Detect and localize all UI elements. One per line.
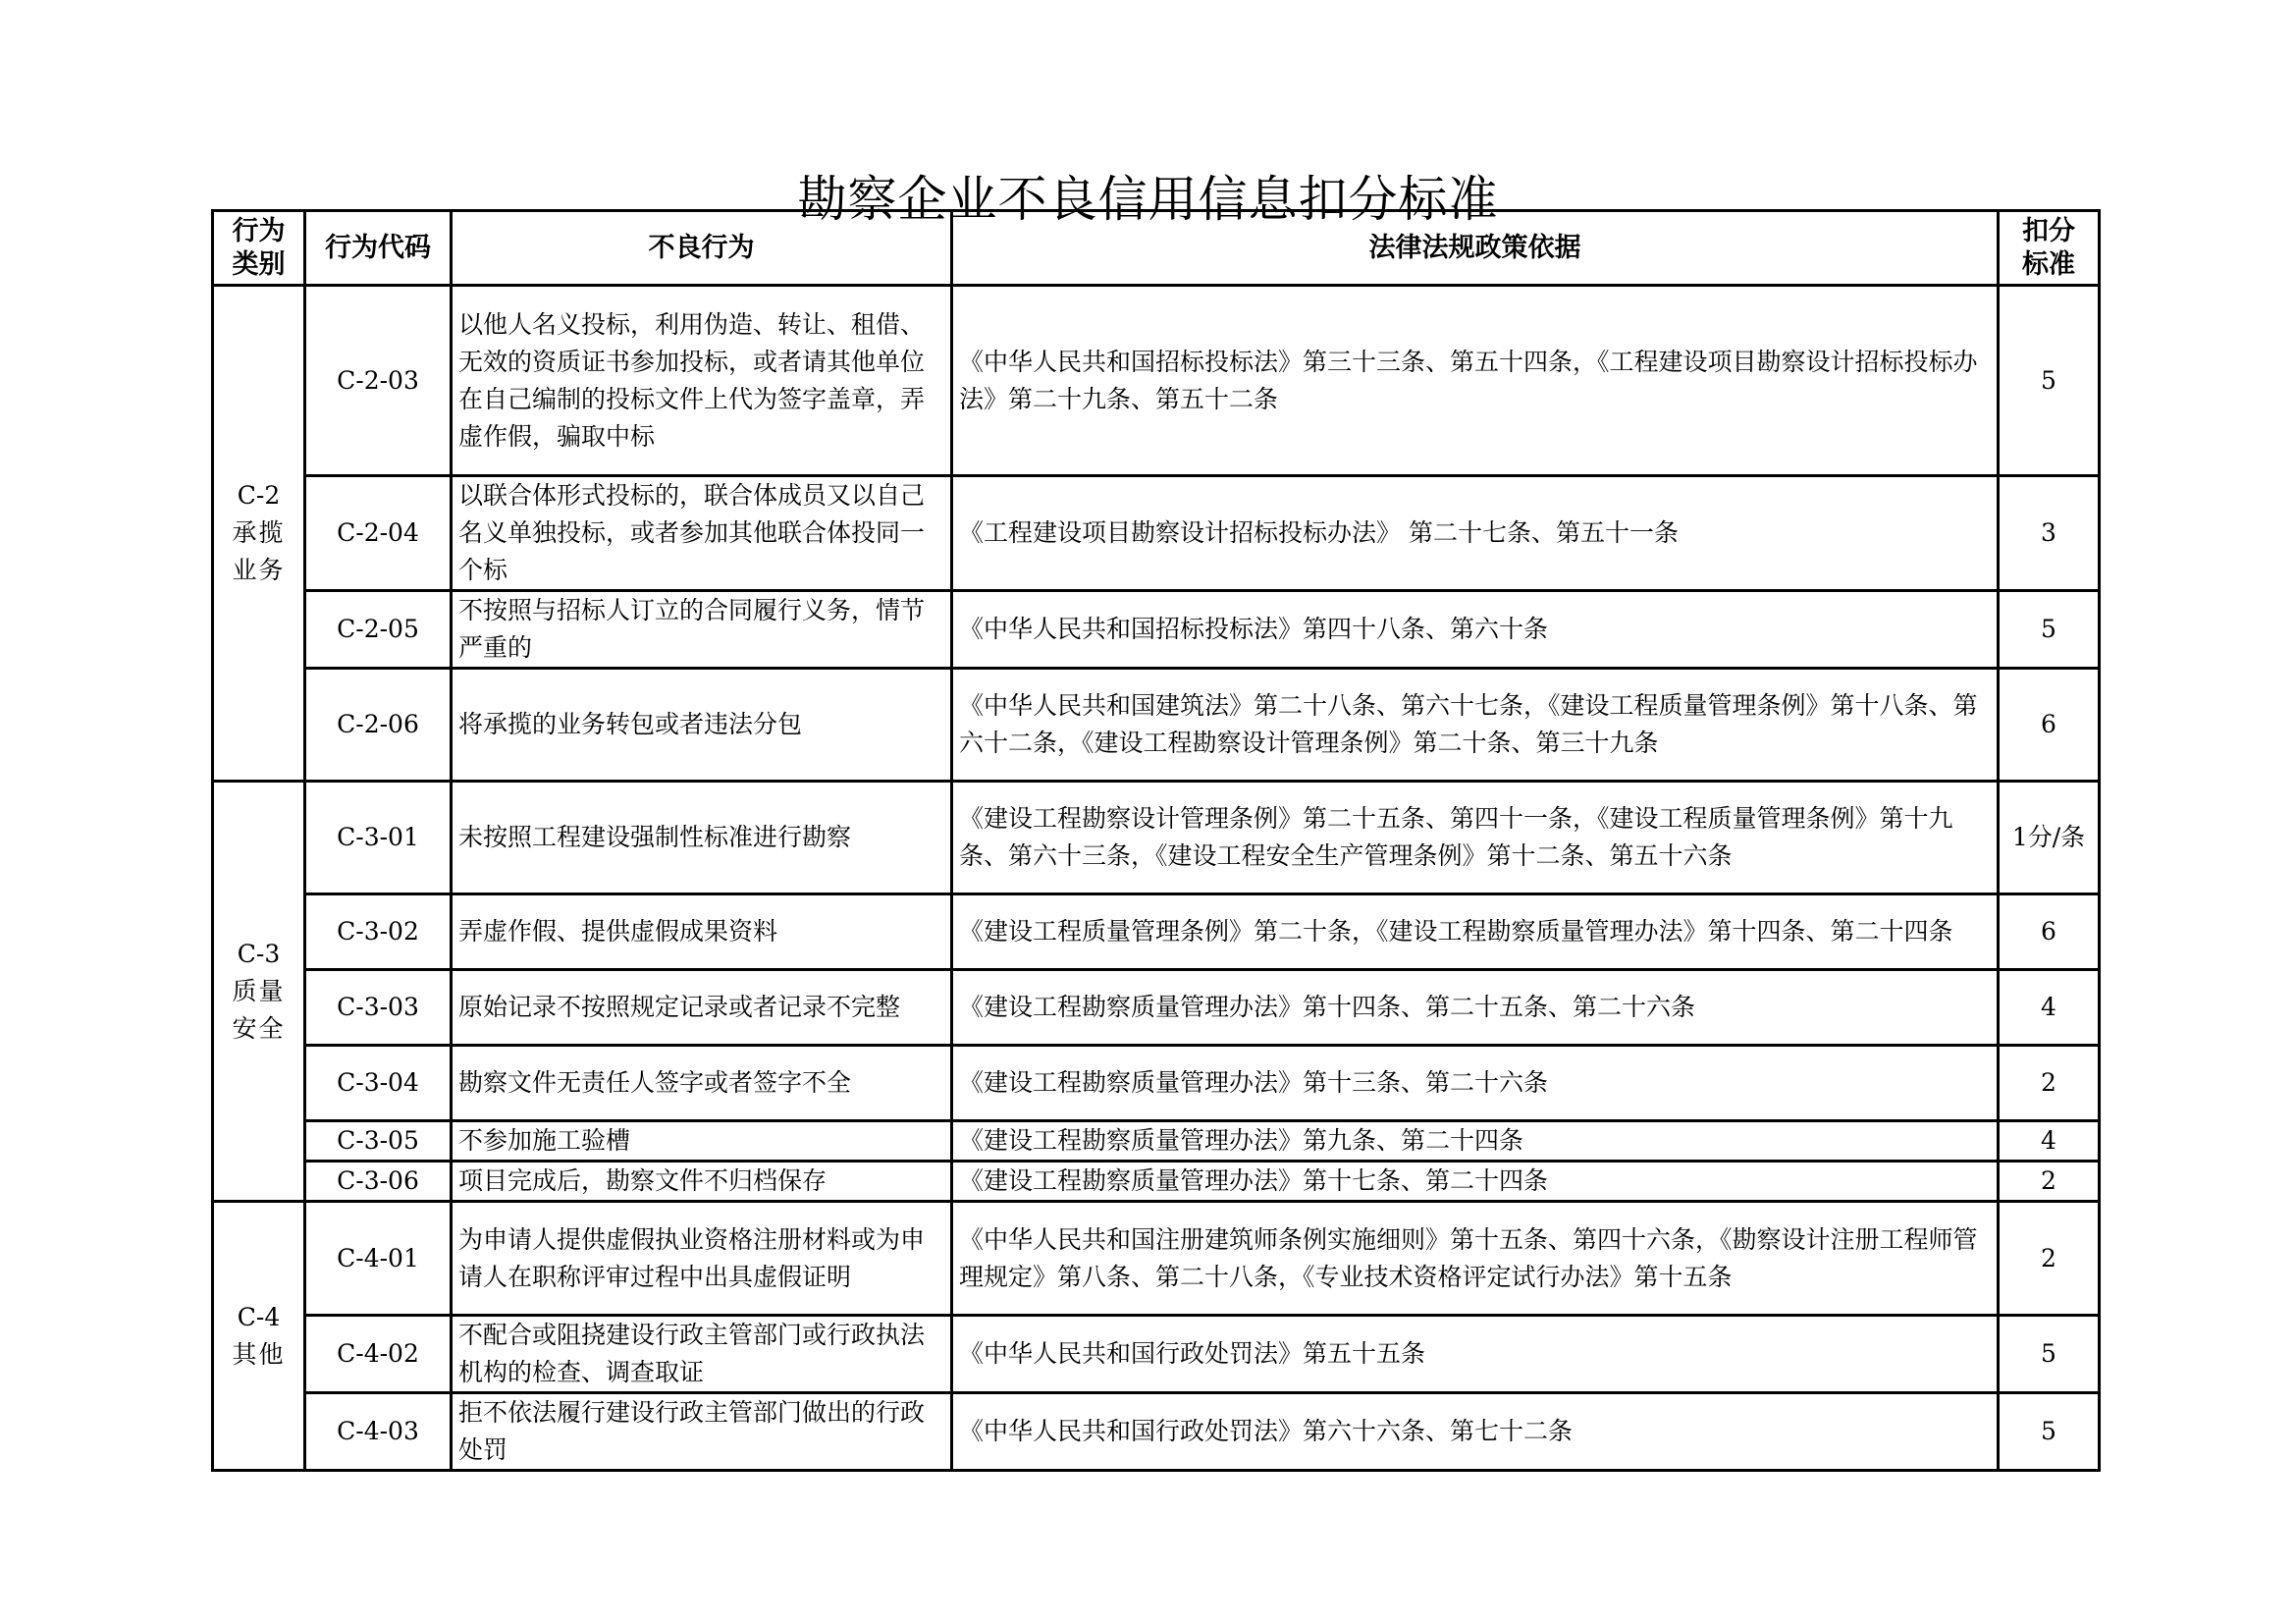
header-score-line2: 标准: [2022, 248, 2075, 280]
behavior-description: 不配合或阻挠建设行政主管部门或行政执法机构的检查、调查取证: [452, 1316, 952, 1393]
behavior-description: 为申请人提供虚假执业资格注册材料或为申请人在职称评审过程中出具虚假证明: [452, 1202, 952, 1316]
category-name-line1: 其他: [232, 1339, 286, 1369]
legal-basis: 《中华人民共和国行政处罚法》第六十六条、第七十二条: [952, 1393, 1999, 1471]
legal-basis: 《中华人民共和国建筑法》第二十八条、第六十七条，《建设工程质量管理条例》第十八条、第六十二条，《建设工程勘察设计管理条例》第二十条、第三十九条: [952, 669, 1999, 782]
table-row: [213, 1316, 2100, 1393]
legal-basis: 《建设工程勘察质量管理办法》第九条、第二十四条: [952, 1121, 1999, 1162]
header-category-line1: 行为: [232, 215, 286, 246]
deduction-score: 3: [1999, 476, 2100, 591]
category-code: C-4: [237, 1302, 281, 1331]
table-row: [213, 1121, 2100, 1162]
behavior-code: C-3-01: [305, 782, 452, 894]
behavior-code: C-4-01: [305, 1202, 452, 1316]
deduction-score: 6: [1999, 894, 2100, 970]
table-row: [213, 1202, 2100, 1316]
legal-basis: 《中华人民共和国招标投标法》第三十三条、第五十四条，《工程建设项目勘察设计招标投标办法》第二十九条、第五十二条: [952, 286, 1999, 476]
deduction-score: 1分/条: [1999, 782, 2100, 894]
behavior-code: C-2-05: [305, 591, 452, 669]
header-code: 行为代码: [305, 211, 452, 286]
category-name-line1: 质量: [232, 976, 286, 1005]
deduction-score: 2: [1999, 1046, 2100, 1121]
deduction-score: 5: [1999, 591, 2100, 669]
legal-basis: 《建设工程勘察质量管理办法》第十三条、第二十六条: [952, 1046, 1999, 1121]
behavior-code: C-3-04: [305, 1046, 452, 1121]
behavior-code: C-3-06: [305, 1162, 452, 1202]
behavior-description: 未按照工程建设强制性标准进行勘察: [452, 782, 952, 894]
behavior-code: C-3-02: [305, 894, 452, 970]
table-row: [213, 1393, 2100, 1471]
table-row: [213, 970, 2100, 1046]
behavior-code: C-4-03: [305, 1393, 452, 1471]
header-legal-basis: 法律法规政策依据: [952, 211, 1999, 286]
behavior-description: 以联合体形式投标的，联合体成员又以自己名义单独投标，或者参加其他联合体投同一个标: [452, 476, 952, 591]
legal-basis: 《建设工程勘察质量管理办法》第十七条、第二十四条: [952, 1162, 1999, 1202]
category-name-line2: 安全: [232, 1013, 286, 1043]
behavior-code: C-4-02: [305, 1316, 452, 1393]
behavior-code: C-2-04: [305, 476, 452, 591]
behavior-description: 勘察文件无责任人签字或者签字不全: [452, 1046, 952, 1121]
legal-basis: 《中华人民共和国注册建筑师条例实施细则》第十五条、第四十六条，《勘察设计注册工程师管理规定》第八条、第二十八条，《专业技术资格评定试行办法》第十五条: [952, 1202, 1999, 1316]
behavior-description: 项目完成后，勘察文件不归档保存: [452, 1162, 952, 1202]
deduction-score: 5: [1999, 1393, 2100, 1471]
deduction-score: 6: [1999, 669, 2100, 782]
deduction-score: 4: [1999, 970, 2100, 1046]
legal-basis: 《建设工程勘察质量管理办法》第十四条、第二十五条、第二十六条: [952, 970, 1999, 1046]
category-code: C-2: [237, 481, 281, 510]
legal-basis: 《工程建设项目勘察设计招标投标办法》 第二十七条、第五十一条: [952, 476, 1999, 591]
behavior-code: C-2-06: [305, 669, 452, 782]
category-name-line2: 业务: [232, 556, 286, 584]
behavior-code: C-2-03: [305, 286, 452, 476]
behavior-description: 原始记录不按照规定记录或者记录不完整: [452, 970, 952, 1046]
header-behavior: 不良行为: [452, 211, 952, 286]
category-cell-c2: [213, 286, 305, 782]
legal-basis: 《建设工程质量管理条例》第二十条，《建设工程勘察质量管理办法》第十四条、第二十四条: [952, 894, 1999, 970]
table-row: [213, 1162, 2100, 1202]
behavior-description: 拒不依法履行建设行政主管部门做出的行政处罚: [452, 1393, 952, 1471]
deduction-standards-table: [211, 209, 2101, 1472]
table-row: [213, 476, 2100, 591]
table-row: [213, 591, 2100, 669]
deduction-score: 5: [1999, 286, 2100, 476]
behavior-description: 弄虚作假、提供虚假成果资料: [452, 894, 952, 970]
legal-basis: 《中华人民共和国行政处罚法》第五十五条: [952, 1316, 1999, 1393]
category-name-line1: 承揽: [232, 518, 286, 547]
header-score-line1: 扣分: [2022, 215, 2075, 246]
behavior-description: 不按照与招标人订立的合同履行义务，情节严重的: [452, 591, 952, 669]
document-title: 勘察企业不良信用信息扣分标准: [797, 171, 1499, 228]
legal-basis: 《中华人民共和国招标投标法》第四十八条、第六十条: [952, 591, 1999, 669]
deduction-score: 2: [1999, 1202, 2100, 1316]
behavior-description: 不参加施工验槽: [452, 1121, 952, 1162]
table-row: [213, 1046, 2100, 1121]
behavior-description: 将承揽的业务转包或者违法分包: [452, 669, 952, 782]
table-row: [213, 669, 2100, 782]
behavior-description: 以他人名义投标，利用伪造、转让、租借、无效的资质证书参加投标，或者请其他单位在自己编制的投标文件上代为签字盖章，弄虚作假，骗取中标: [452, 286, 952, 476]
category-code: C-3: [237, 939, 281, 968]
deduction-score: 4: [1999, 1121, 2100, 1162]
table-row: [213, 894, 2100, 970]
deduction-score: 5: [1999, 1316, 2100, 1393]
table-header-row: [213, 211, 2100, 286]
deduction-score: 2: [1999, 1162, 2100, 1202]
table-row: [213, 286, 2100, 476]
legal-basis: 《建设工程勘察设计管理条例》第二十五条、第四十一条，《建设工程质量管理条例》第十九条、第六十三条，《建设工程安全生产管理条例》第十二条、第五十六条: [952, 782, 1999, 894]
category-cell-c3: [213, 782, 305, 1202]
header-score: [1999, 211, 2100, 286]
header-category-line2: 类别: [232, 248, 286, 280]
behavior-code: C-3-05: [305, 1121, 452, 1162]
behavior-code: C-3-03: [305, 970, 452, 1046]
table-row: [213, 782, 2100, 894]
category-cell-c4: [213, 1202, 305, 1471]
header-category: [213, 211, 305, 286]
